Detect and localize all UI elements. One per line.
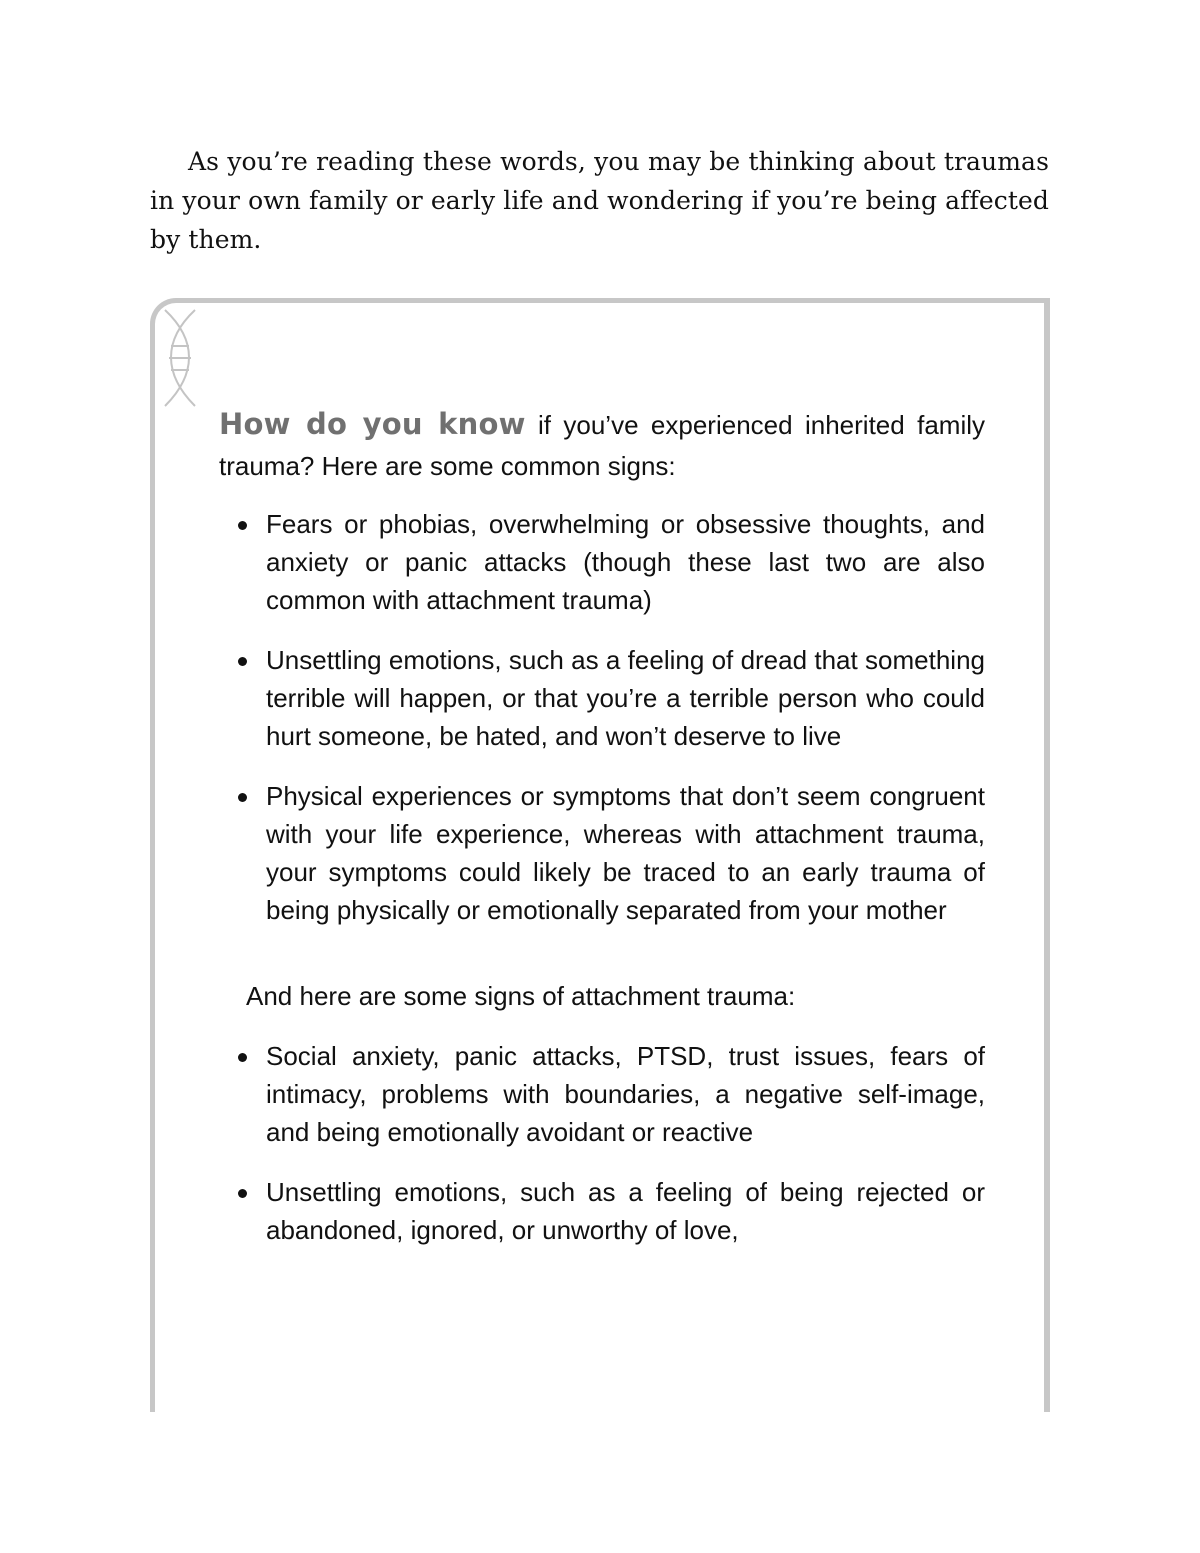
list-item: Physical experiences or symptoms that don’t seem congruent with your life experience, whereas with attachment trauma, your symptoms could likely be traced to an early trauma of being physically or emotionally separated from your mother — [219, 777, 985, 929]
list-item: Unsettling emotions, such as a feeling of dread that something terrible will happen, or that you’re a terrible person who could hurt someone, be hated, and won’t deserve to live — [219, 641, 985, 755]
list-item: Fears or phobias, overwhelming or obsessive thoughts, and anxiety or panic attacks (though these last two are also common with attachment trauma) — [219, 505, 985, 619]
dna-helix-icon — [157, 306, 203, 410]
lead-emphasis: How do you know — [219, 407, 526, 441]
inherited-trauma-signs-list — [219, 505, 985, 929]
attachment-trauma-signs-list — [219, 1037, 985, 1249]
list-item: Social anxiety, panic attacks, PTSD, trust issues, fears of intimacy, problems with boundaries, a negative self-image, and being emotionally avoidant or reactive — [219, 1037, 985, 1151]
callout-body — [219, 404, 985, 1249]
attachment-trauma-lead: And here are some signs of attachment trauma: — [246, 981, 796, 1011]
lead-text: if you’ve experienced inherited family trauma? Here are some common signs: — [219, 410, 986, 481]
callout-lead — [219, 404, 985, 487]
intro-paragraph: As you’re reading these words, you may be thinking about traumas in your own family or early life and wondering if you’re being affected by them. — [150, 147, 1049, 254]
list-item: Unsettling emotions, such as a feeling of being rejected or abandoned, ignored, or unworthy of love, — [219, 1173, 985, 1249]
